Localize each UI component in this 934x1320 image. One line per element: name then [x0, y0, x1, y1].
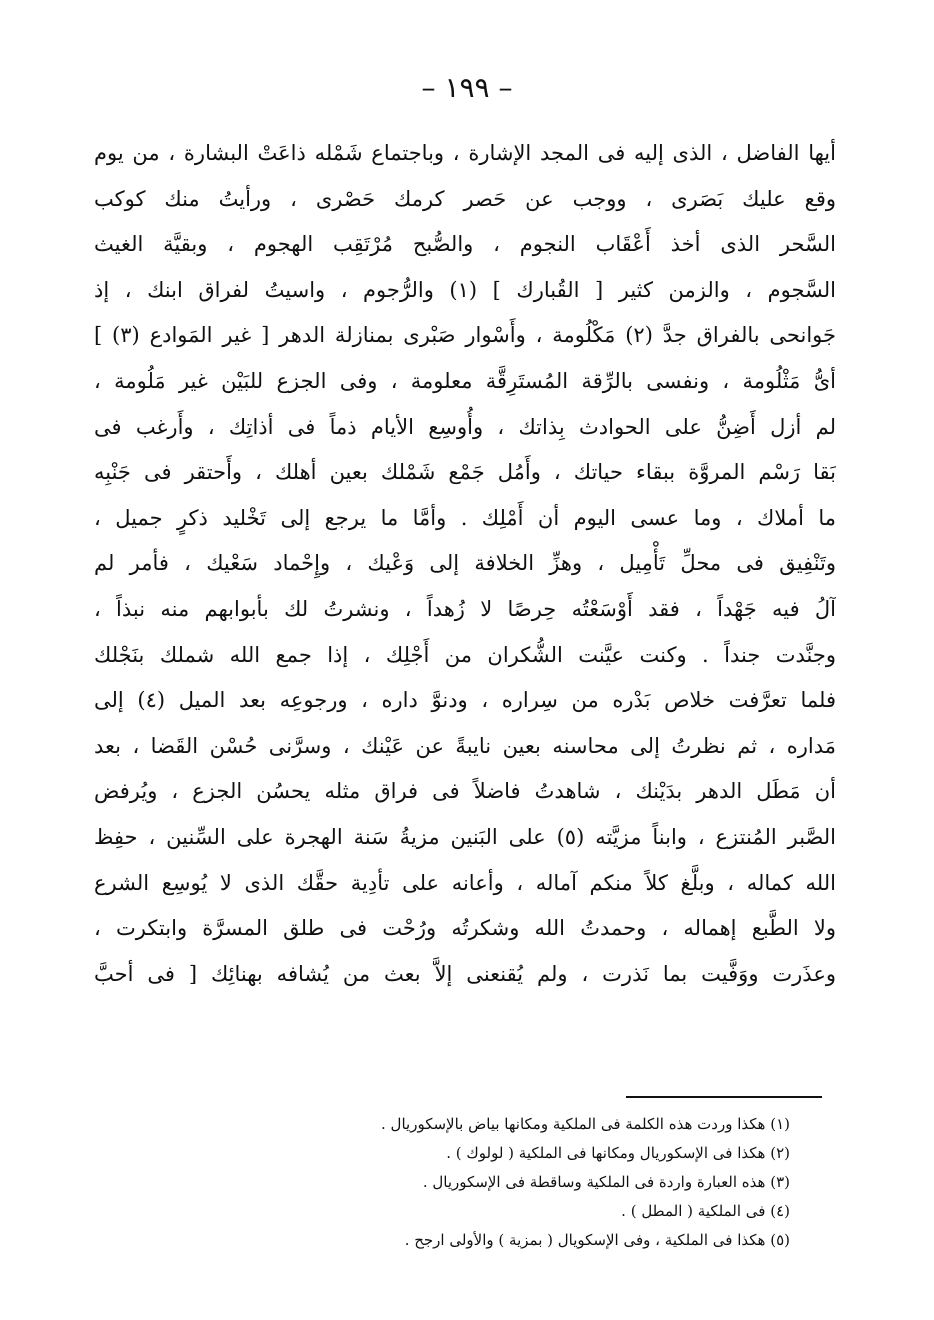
footnote-separator: [626, 1096, 822, 1098]
body-line: وتَنْفِيق فى محلِّ تَأْمِيل ، وهزِّ الخلافة إلى وَعْيك ، وإِحْماد سَعْيك ، فأمر لم: [94, 551, 836, 576]
body-text: [94, 131, 836, 997]
body-line: السَّحر الذى أخذ أَعْقَاب النجوم ، والصُّبح مُرْتَقِب الهجوم ، وبقيَّة الغيث: [94, 232, 836, 257]
footnote-item: (٥) هكذا فى الملكية ، وفى الإسكويال ( بمزية ) والأولى ارجح .: [404, 1231, 790, 1249]
page-number: – ١٩٩ –: [421, 71, 513, 104]
body-line: وجنَّدت جنداً . وكنت عيَّنت الشُّكران من أَجْلِك ، إذا جمع الله شملك بنَجْلك: [94, 642, 836, 667]
body-line: السَّجوم ، والزمن كثير [ القُبارك ] (١) والرُّجوم ، واسيتُ لفراق ابنك ، إذ: [94, 277, 836, 302]
body-line: أىُّ مَثْلُومة ، ونفسى بالرِّقة المُستَرِقَّة معلومة ، وفى الجزع للبَيْن غير مَلُومة ،: [94, 368, 836, 393]
footnote-item: (٤) فى الملكية ( المطل ) .: [621, 1202, 790, 1220]
body-line: أن مَطَل الدهر بدَيْنك ، شاهدتُ فاضلاً فى فراق مثله يحسُن الجزع ، ويُرفض: [94, 779, 836, 804]
body-line: فلما تعرَّفت خلاص بَدْره من سِراره ، ودنوَّ داره ، ورجوعِه بعد الميل (٤) إلى: [94, 688, 836, 713]
body-line: وقع عليك بَصَرى ، ووجب عن حَصر كرمك حَصْرى ، ورأيتُ منك كوكب: [94, 186, 836, 211]
body-line: مَداره ، ثم نظرتُ إلى محاسنه بعين نايبةً عن عَيْنك ، وسرَّنى حُسْن القَضا ، بعد: [94, 733, 836, 758]
body-line: ولا الطَّبع إهماله ، وحمدتُ الله وشكرتُه ورُحْت فى طلق المسرَّة وابتكرت ،: [94, 916, 836, 941]
body-line: أيها الفاضل ، الذى إليه فى المجد الإشارة ، وباجتماع شَمْله ذاعَتْ البشارة ، من يوم: [94, 141, 836, 165]
body-line: جَوانحى بالفراق جدَّ (٢) مَكْلُومة ، وأَسْوار صَبْرى بمنازلة الدهر [ غير المَوادع (٣) ]: [94, 323, 836, 348]
body-line: وعذَرت ووَفَّيت بما نَذرت ، ولم يُقنعنى إلاَّ بعث من يُشافه بهنائِك [ فى أحبَّ: [94, 961, 836, 986]
footnote-item: (٢) هكذا فى الإسكوريال ومكانها فى الملكية ( لولوك ) .: [446, 1144, 790, 1162]
body-line: لم أزل أَضِنُّ على الحوادث بِذاتك ، وأُوسِع الأيام ذماً فى أذاتِك ، وأَرغب فى: [94, 414, 836, 439]
footnotes: [250, 1110, 790, 1255]
body-line: الله كماله ، وبلَّغ كلاً منكم آماله ، وأعانه على تأدِية حقَّك الذى لا يُوسِع الشرع: [94, 870, 836, 895]
body-line: آلُ فيه جَهْداً ، فقد أَوْسَعْتُه حِرصًا لا زُهداً ، ونشرتُ لك بأبوابهم منه نبذاً ،: [94, 596, 836, 621]
body-line: بَقا رَسْم المروَّة ببقاء حياتك ، وأَمُل جَمْع شَمْلك بعين أهلك ، وأَحتقر فى جَنْبِه: [94, 460, 836, 485]
body-line: ما أملاك ، وما عسى اليوم أن أَمْلِك . وأمَّا ما يرجع إلى تَخْليد ذكرٍ جميل ،: [94, 505, 836, 530]
body-line: الصَّبر المُنتزع ، وابناً مزيَّته (٥) على البَنين مزيةُ سَنة الهجرة على السِّنين ، حفِظ: [94, 824, 836, 849]
footnote-item: (١) هكذا وردت هذه الكلمة فى الملكية ومكانها بياض بالإسكوريال .: [381, 1115, 790, 1133]
footnote-item: (٣) هذه العبارة واردة فى الملكية وساقطة فى الإسكوريال .: [422, 1173, 790, 1191]
